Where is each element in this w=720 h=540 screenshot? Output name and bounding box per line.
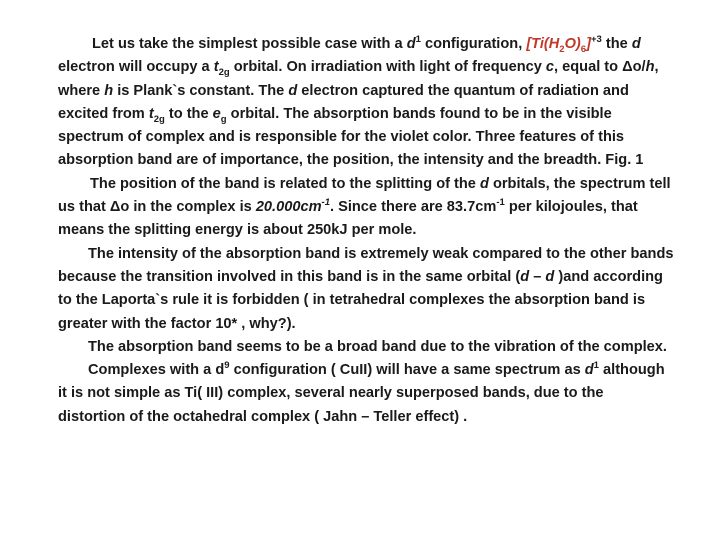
text: d	[631, 36, 641, 52]
text: d	[584, 362, 594, 379]
paragraph-2	[58, 173, 674, 243]
text: c	[545, 59, 555, 76]
subscript: g	[220, 113, 227, 125]
splitting-value	[256, 199, 330, 215]
text: . Since there are 83.7cm	[330, 199, 497, 216]
superscript: -1	[496, 197, 505, 209]
text: Let us take the simplest possible case with a	[92, 36, 407, 52]
subscript: 2g	[153, 113, 165, 125]
text: , equal to Δo/	[554, 59, 646, 76]
text: h	[104, 82, 114, 99]
text: d	[520, 268, 530, 285]
formula-part: O)	[564, 36, 581, 52]
subscript: 2	[559, 43, 565, 55]
text: electron captured the quantum of radiation and excited from	[58, 82, 629, 122]
text: although it is not simple as Ti( III) complex, several nearly superposed bands, due to the distortion of the octahedral complex ( Jahn – Teller effect) .	[58, 362, 665, 425]
text: configuration,	[420, 36, 527, 52]
text: electron will occupy a	[58, 59, 214, 76]
superscript: 1	[593, 360, 599, 372]
text: t	[148, 105, 154, 122]
subscript: 2g	[218, 67, 230, 79]
text: d	[406, 36, 416, 52]
superscript: 9	[224, 360, 230, 372]
text: d	[288, 82, 298, 99]
subscript: 6	[580, 43, 587, 55]
superscript: -1	[321, 197, 330, 209]
text: t	[213, 59, 219, 76]
superscript: 1	[415, 34, 421, 46]
text: is Plank`s constant. The	[113, 82, 289, 99]
formula-part: [Ti(H	[526, 36, 560, 52]
text: per kilojoules, that means the splitting energy is about 250kJ per mole.	[58, 199, 638, 239]
complex-formula	[526, 36, 591, 55]
text: configuration ( CuII) will have a same spectrum as	[229, 362, 585, 379]
text: d	[545, 268, 555, 285]
text: )and according to the Laporta`s rule it is forbidden ( in tetrahedral complexes the absorption band is greater with the factor 10* , why?).	[58, 268, 663, 332]
text: The intensity of the absorption band is extremely weak compared to the other bands because the transition involved in this band is in the same orbital (	[58, 245, 674, 285]
text: the	[601, 36, 628, 52]
text: 20.000cm	[255, 199, 322, 216]
paragraph-4	[58, 336, 674, 359]
text: Complexes with a d	[88, 362, 225, 379]
text: The absorption band seems to be a broad band due to the vibration of the complex.	[88, 338, 667, 355]
document-body	[58, 33, 674, 429]
paragraph-3	[58, 243, 674, 336]
text: , where	[58, 59, 659, 99]
formula-part: ]	[586, 36, 591, 52]
paragraph-5	[58, 359, 674, 429]
text: orbital. On irradiation with light of frequency	[229, 59, 546, 76]
text: h	[645, 59, 655, 76]
text: orbitals, the spectrum tell us that Δo in the complex is	[58, 175, 671, 216]
text: d	[479, 175, 489, 192]
text: The position of the band is related to the splitting of the	[90, 175, 480, 192]
text: e	[212, 105, 221, 122]
charge-superscript: +3	[590, 34, 602, 46]
text: –	[529, 268, 546, 285]
text: to the	[164, 105, 213, 122]
paragraph-1	[58, 33, 674, 173]
text: orbital. The absorption bands found to be in the visible spectrum of complex and is responsible for the violet color. Three features of this absorption band are of importance, the position, the intensity and the breadth. Fig. 1	[58, 105, 644, 169]
